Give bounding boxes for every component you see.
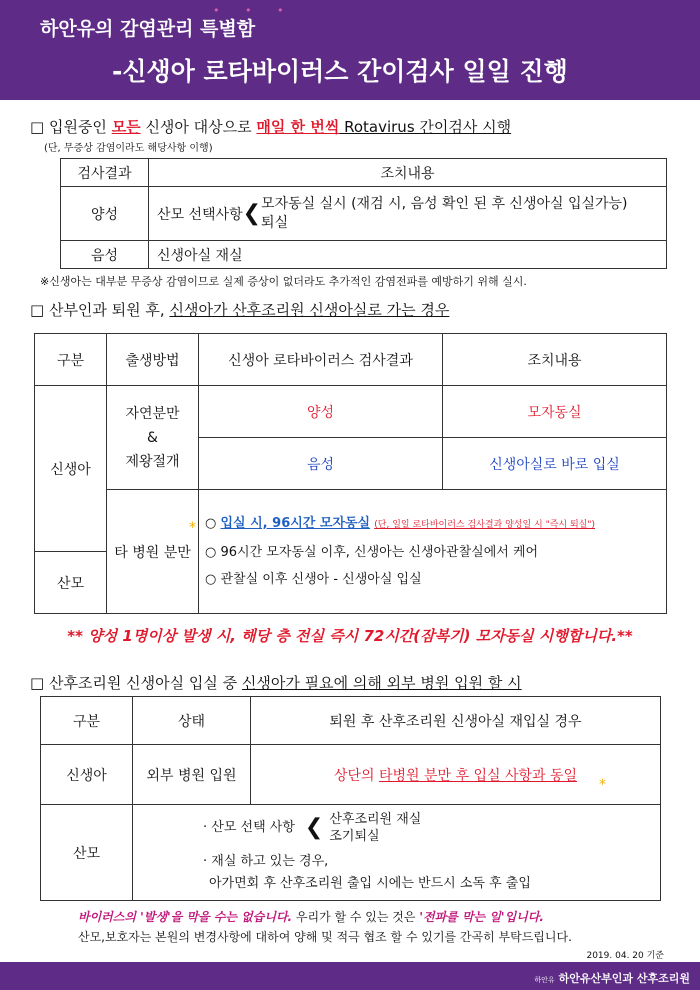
option-2: ○ 96시간 모자동실 이후, 신생아는 신생아관찰실에서 케어 [205,545,539,560]
effective-date: 2019. 04. 20 기준 [586,951,664,961]
section3-heading: □ 산후조리원 신생아실 입실 중 신생아가 필요에 의해 외부 병원 입원 할 시 [30,674,522,692]
readmission-case: 상단의 타병원 분만 후 입실 사항과 동일 * [251,745,661,805]
checkbox-icon: □ [30,118,45,136]
page-title: -신생아 로타바이러스 간이검사 일일 진행 [112,57,568,86]
closing-message: 바이러스의 '발생'을 막을 수는 없습니다. 우리가 할 수 있는 것은 '전파를 막는 일'입니다. [78,910,544,924]
section2-heading: □ 산부인과 퇴원 후, 신생아가 산후조리원 신생아실로 가는 경우 [30,301,450,319]
header-cell: 상태 [133,697,251,745]
mother-options: · 산모 선택 사항 ❮ 산후조리원 재실 조기퇴실 · 재실 하고 있는 경우, 아가면회 후 산후조리원 출입 시에는 반드시 소독 후 출입 [133,805,661,901]
page-header [0,0,700,100]
brace-icon: ❮ [304,815,324,840]
outbreak-notice: ** 양성 1명이상 발생 시, 해당 층 전실 즉시 72시간(잠복기) 모자동실 시행합니다.** [67,627,633,645]
section1-note: (단, 무증상 감염이라도 해당사항 이행) [44,143,213,154]
test-result-table [60,158,667,269]
table1-footnote: ※신생아는 대부분 무증상 감염이므로 실제 증상이 없더라도 추가적인 감염전파를 예방하기 위해 실시. [40,275,527,288]
negative-result: 음성 [199,438,443,490]
star-icon: * [189,520,196,536]
header-cell: 구분 [35,334,107,386]
option-3: ○ 관찰실 이후 신생아 - 신생아실 입실 [205,572,422,587]
option-1: ○ 입실 시, 96시간 모자동실 (단, 일일 로타바이러스 검사결과 양성일 시 "즉시 퇴실") [205,516,596,531]
positive-action: 산모 선택사항 ❮ 모자동실 실시 (재검 시, 음성 확인 된 후 신생아실 입실가능) 퇴실 [149,187,667,241]
other-hospital-birth: 타 병원 분만 * [107,490,199,614]
negative-action: 신생아실 재실 [149,241,667,269]
negative-action: 신생아실로 바로 입실 [443,438,667,490]
result-negative: 음성 [61,241,149,269]
header-cell: 조치내용 [149,159,667,187]
newborn-label: 신생아 [41,745,133,805]
emphasis-dots: • • • [213,4,295,17]
checkbox-icon: □ [30,674,45,692]
checkbox-icon: □ [30,301,45,319]
star-icon: * [599,777,606,793]
mother-label: 산모 [41,805,133,901]
section1-heading: □ 입원중인 모든 신생아 대상으로 매일 한 번씩 Rotavirus 간이검사 시행 [30,118,512,136]
result-positive: 양성 [61,187,149,241]
header-cell: 신생아 로타바이러스 검사결과 [199,334,443,386]
external-hospital-table [40,696,661,901]
request-message: 산모,보호자는 본원의 변경사항에 대하여 양해 및 적극 협조 할 수 있기를 간곡히 부탁드립니다. [78,930,572,944]
newborn-label: 신생아 [35,386,107,552]
header-cell: 조치내용 [443,334,667,386]
postpartum-transfer-table [34,333,667,614]
header-subtitle: 하안유의 감염관리 특별함 [40,18,256,40]
header-cell: 구분 [41,697,133,745]
header-cell: 퇴원 후 산후조리원 신생아실 재입실 경우 [251,697,661,745]
brand-logo: 하안유 하안유산부인과 산후조리원 [534,972,690,985]
page-footer [0,962,700,990]
brace-icon: ❮ [242,201,262,226]
other-hospital-options [199,490,667,614]
birth-method: 자연분만 & 제왕절개 [107,386,199,490]
positive-action: 모자동실 [443,386,667,438]
newborn-state: 외부 병원 입원 [133,745,251,805]
header-cell: 검사결과 [61,159,149,187]
header-cell: 출생방법 [107,334,199,386]
mother-label: 산모 [35,552,107,614]
positive-result: 양성 [199,386,443,438]
